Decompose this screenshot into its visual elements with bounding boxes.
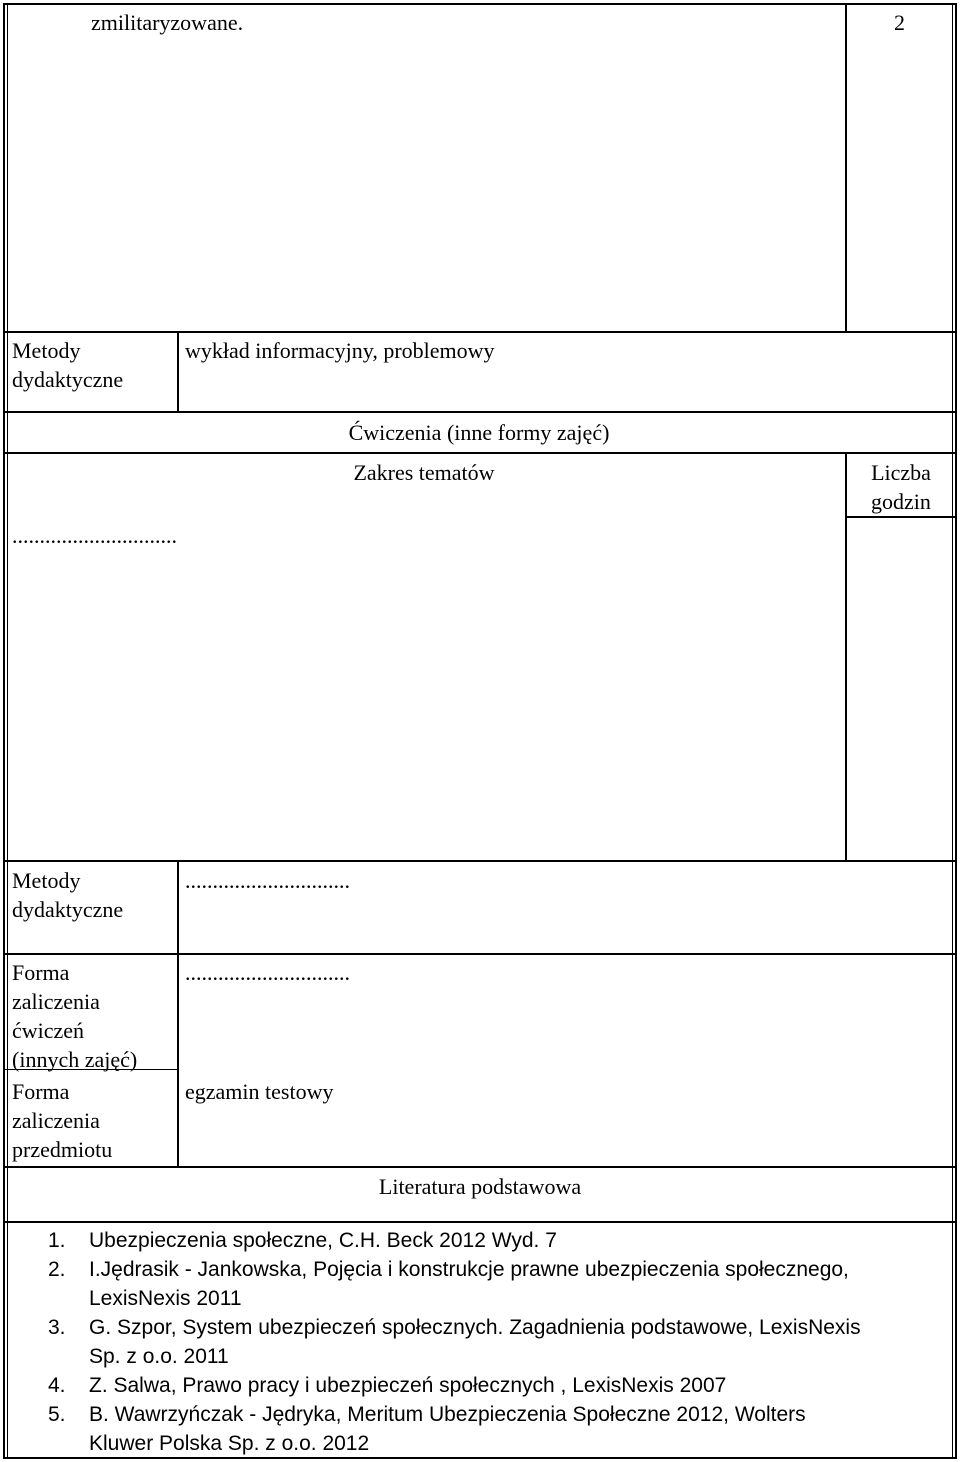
topics-header-divider [845,516,957,518]
literature-item [48,1226,948,1255]
course-assessment-label-line2: zaliczenia [12,1108,100,1133]
exercises-methods-value: .............................. [185,868,350,893]
literature-item-number: 1. [48,1229,66,1252]
frame-right-inner [952,3,953,1459]
exercises-heading: Ćwiczenia (inne formy zajęć) [348,420,610,445]
continuation-text: zmilitaryzowane. [91,10,244,35]
course-assessment-label-line3: przedmiotu [12,1137,113,1162]
frame-left [3,3,5,1459]
course-assessment-label-line1: Forma [12,1079,70,1104]
topics-column-header: Zakres tematów [353,460,495,485]
row-divider-2 [3,411,957,413]
literature-item-line: Z. Salwa, Prawo pracy i ubezpieczeń społecznych , LexisNexis 2007 [89,1374,727,1397]
label-column-divider-2 [177,860,179,1168]
continuation-hours: 2 [894,10,905,35]
literature-item-line: Kluwer Polska Sp. z o.o. 2012 [89,1432,370,1455]
exercises-assessment-label-line2: zaliczenia [12,989,100,1014]
literature-item-number: 2. [48,1258,66,1281]
lecture-methods-label-line1: Metody [12,338,81,363]
literature-item [48,1255,948,1313]
row-divider-8 [3,1221,957,1223]
exercises-assessment-label-line1: Forma [12,960,70,985]
lecture-methods-value: wykład informacyjny, problemowy [185,338,495,363]
frame-top [3,3,957,5]
row-divider-5 [3,953,957,955]
lecture-methods-label-line2: dydaktyczne [12,367,124,392]
row-divider-4 [3,860,957,862]
literature-item-line: I.Jędrasik - Jankowska, Pojęcia i konstrukcje prawne ubezpieczenia społecznego, [89,1258,849,1281]
literature-item-line: Sp. z o.o. 2011 [89,1345,229,1368]
literature-item [48,1371,948,1400]
exercises-assessment-label-line3: ćwiczeń [12,1018,85,1043]
exercises-assessment-label-line4: (innych zajęć) [12,1047,138,1072]
row-divider-3 [3,452,957,454]
row-divider-1 [3,331,957,333]
frame-right [955,3,957,1459]
course-assessment-value: egzamin testowy [185,1079,334,1104]
literature-heading: Literatura podstawowa [378,1174,582,1199]
literature-item [48,1400,948,1458]
literature-list [48,1226,948,1458]
exercises-methods-label-line1: Metody [12,868,81,893]
hours-column-header-line2: godzin [871,489,931,514]
hours-column-header-line1: Liczba [871,460,931,485]
literature-item-line: LexisNexis 2011 [89,1287,242,1310]
hours-column-divider-top [845,3,847,333]
literature-item-line: B. Wawrzyńczak - Jędryka, Meritum Ubezpieczenia Społeczne 2012, Wolters [89,1403,806,1426]
literature-item-number: 4. [48,1374,66,1397]
literature-item-number: 5. [48,1403,66,1426]
literature-item-number: 3. [48,1316,66,1339]
literature-item [48,1313,948,1371]
exercises-assessment-value: .............................. [185,960,350,985]
label-column-divider-1 [177,331,179,413]
exercises-methods-label-line2: dydaktyczne [12,897,124,922]
frame-left-inner [7,3,8,1459]
literature-item-line: G. Szpor, System ubezpieczeń społecznych. Zagadnienia podstawowe, LexisNexis [89,1316,861,1339]
row-divider-7 [3,1166,957,1168]
literature-item-line: Ubezpieczenia społeczne, C.H. Beck 2012 Wyd. 7 [89,1229,557,1252]
exercises-left-dots: .............................. [12,523,177,548]
